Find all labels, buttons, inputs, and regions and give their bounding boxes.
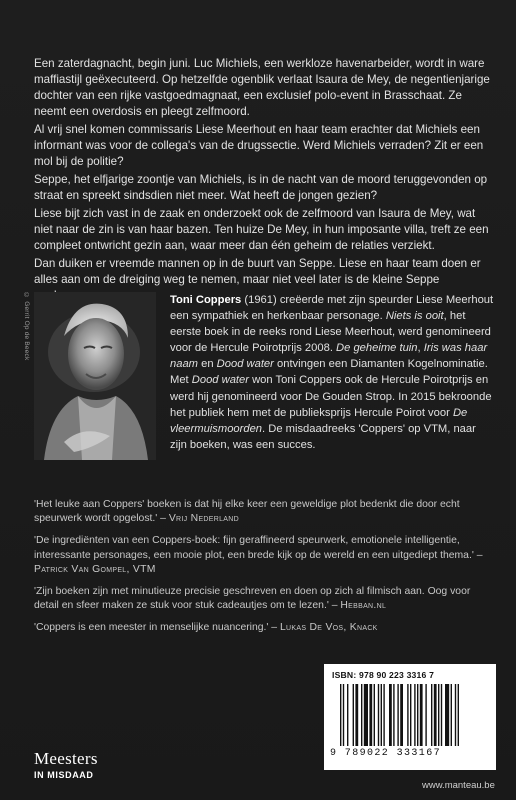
quote-text: 'Het leuke aan Coppers' boeken is dat hij elke keer een geweldige plot bedenkt die door echt speurwerk wordt opgelost.' – bbox=[34, 499, 460, 525]
barcode-bar bbox=[347, 684, 348, 746]
barcode-bar bbox=[353, 684, 354, 746]
author-portrait-image bbox=[34, 292, 156, 460]
isbn-barcode bbox=[324, 664, 496, 770]
barcode-bars bbox=[340, 684, 480, 746]
barcode-bar bbox=[378, 684, 379, 746]
bio-text: won Toni Coppers ook de Hercule Poirotprijs en werd hij genomineerd voor De Gouden Strop. In 2015 bekroonde het publiek hem met de publieksprijs Hercule Poirot voor bbox=[170, 374, 492, 419]
book-title: Iris was haar naam bbox=[170, 342, 488, 371]
barcode-bar bbox=[389, 684, 392, 746]
quote-text: 'Coppers is een meester in menselijke nuancering.' – bbox=[34, 622, 280, 634]
photo-credit: © Gerrit Op de Beeck bbox=[23, 292, 30, 361]
barcode-bar bbox=[420, 684, 423, 746]
barcode-bar bbox=[361, 684, 362, 746]
barcode-bar bbox=[451, 684, 452, 746]
synopsis-paragraph: Al vrij snel komen commissaris Liese Meerhout en haar team erachter dat Michiels een informant was voor de collega's van de drugssectie. Werd Michiels verraden? Zit er een mol bij de politie? bbox=[34, 123, 484, 168]
review-quote bbox=[34, 585, 494, 613]
author-photo bbox=[34, 292, 156, 460]
barcode-bar bbox=[417, 684, 418, 746]
barcode-bar bbox=[445, 684, 449, 746]
author-bio bbox=[170, 292, 494, 453]
book-title: Dood water bbox=[216, 358, 274, 371]
quote-source: Patrick Van Gompel, VTM bbox=[34, 563, 156, 575]
barcode-bar bbox=[369, 684, 372, 746]
review-quotes bbox=[34, 498, 494, 644]
publisher-series-logo bbox=[34, 750, 98, 780]
book-title: De geheime tuin bbox=[336, 342, 418, 355]
bio-text: , bbox=[417, 342, 424, 355]
author-name: Toni Coppers bbox=[170, 294, 242, 306]
synopsis bbox=[34, 56, 492, 304]
barcode-bar bbox=[381, 684, 382, 746]
review-quote bbox=[34, 534, 494, 577]
barcode-bar bbox=[414, 684, 415, 746]
quote-text: 'De ingrediënten van een Coppers-boek: fijn geraffineerd speurwerk, emotionele intelligentie, interessante personages, een mooie plot, een brede kijk op de wereld en een uitgediept thema.' – bbox=[34, 535, 483, 561]
review-quote bbox=[34, 621, 494, 635]
book-title: De vleermuismoorden bbox=[170, 406, 468, 435]
series-logo-main: Meesters bbox=[34, 749, 98, 768]
barcode-bar bbox=[400, 684, 403, 746]
barcode-bar bbox=[455, 684, 456, 746]
quote-text: 'Zijn boeken zijn met minutieuze precisie geschreven en doen op zich al filmisch aan. Oog voor detail en sfeer maken ze stuk voor stuk cadeautjes om te lezen.' – bbox=[34, 586, 471, 612]
quote-source: Vrij Nederland bbox=[168, 513, 239, 525]
series-logo-sub: IN MISDAAD bbox=[34, 770, 94, 780]
bio-text: , het eerste boek in de reeks rond Liese Meerhout, werd genomineerd voor de Hercule Poirotprijs 2008. bbox=[170, 310, 491, 355]
bio-text: en bbox=[198, 358, 217, 371]
book-title: Dood water bbox=[191, 374, 249, 387]
barcode-digits: 9 789022 333167 bbox=[330, 748, 442, 759]
barcode-bar bbox=[393, 684, 394, 746]
barcode-bar bbox=[374, 684, 375, 746]
isbn-label: ISBN: 978 90 223 3316 7 bbox=[332, 670, 435, 680]
bio-text: . De misdaadreeks 'Coppers' op VTM, naar zijn boeken, was een succes. bbox=[170, 422, 476, 451]
review-quote bbox=[34, 498, 494, 526]
synopsis-paragraph: Seppe, het elfjarige zoontje van Michiels, is in de nacht van de moord teruggevonden op straat en spreekt sindsdien niet meer. Wat heeft de jongen gezien? bbox=[34, 173, 488, 202]
barcode-bar bbox=[355, 684, 358, 746]
quote-source: Hebban.nl bbox=[340, 600, 387, 612]
synopsis-paragraph: Liese bijt zich vast in de zaak en onderzoekt ook de zelfmoord van Isaura de Mey, wat niet naar de zin is van haar bazen. Ten huize De Mey, in hun imposante villa, treft ze een compleet ontwricht gezin aan, waar meer dan één geheim de relaties verziekt. bbox=[34, 207, 489, 252]
barcode-bar bbox=[438, 684, 439, 746]
barcode-bar bbox=[407, 684, 408, 746]
synopsis-paragraph: Dan duiken er vreemde mannen op in de buurt van Seppe. Liese en haar team doen er alles aan om de dreiging weg te nemen, maar niet veel later is de kleine Seppe bbox=[34, 257, 481, 286]
barcode-bar bbox=[434, 684, 437, 746]
publisher-url: www.manteau.be bbox=[422, 780, 495, 791]
barcode-bar bbox=[340, 684, 341, 746]
barcode-bar bbox=[410, 684, 411, 746]
barcode-bar bbox=[431, 684, 432, 746]
bio-text: ontvingen een Diamanten Kogelnominatie. Met bbox=[170, 358, 488, 387]
barcode-bar bbox=[343, 684, 344, 746]
quote-source: Lukas De Vos, Knack bbox=[279, 622, 378, 634]
barcode-bar bbox=[425, 684, 426, 746]
barcode-bar bbox=[397, 684, 398, 746]
synopsis-paragraph: Een zaterdagnacht, begin juni. Luc Michiels, een werkloze havenarbeider, wordt in ware maffiastijl geëxecuteerd. Op hetzelfde ogenblik verlaat Isaura de Mey, de negentienjarige dochter van een rijke vastgoedmagnaat, een exclusief polo-event in Brasschaat. Ze neemt een overdosis en pleegt zelfmoord. bbox=[34, 57, 490, 118]
barcode-bar bbox=[364, 684, 368, 746]
barcode-bar bbox=[383, 684, 384, 746]
barcode-bar bbox=[441, 684, 442, 746]
barcode-bar bbox=[458, 684, 459, 746]
book-title: Niets is ooit bbox=[385, 310, 444, 323]
bio-text: (1961) creëerde met zijn speurder Liese Meerhout een sympathiek en herkenbaar personage. bbox=[170, 294, 494, 323]
